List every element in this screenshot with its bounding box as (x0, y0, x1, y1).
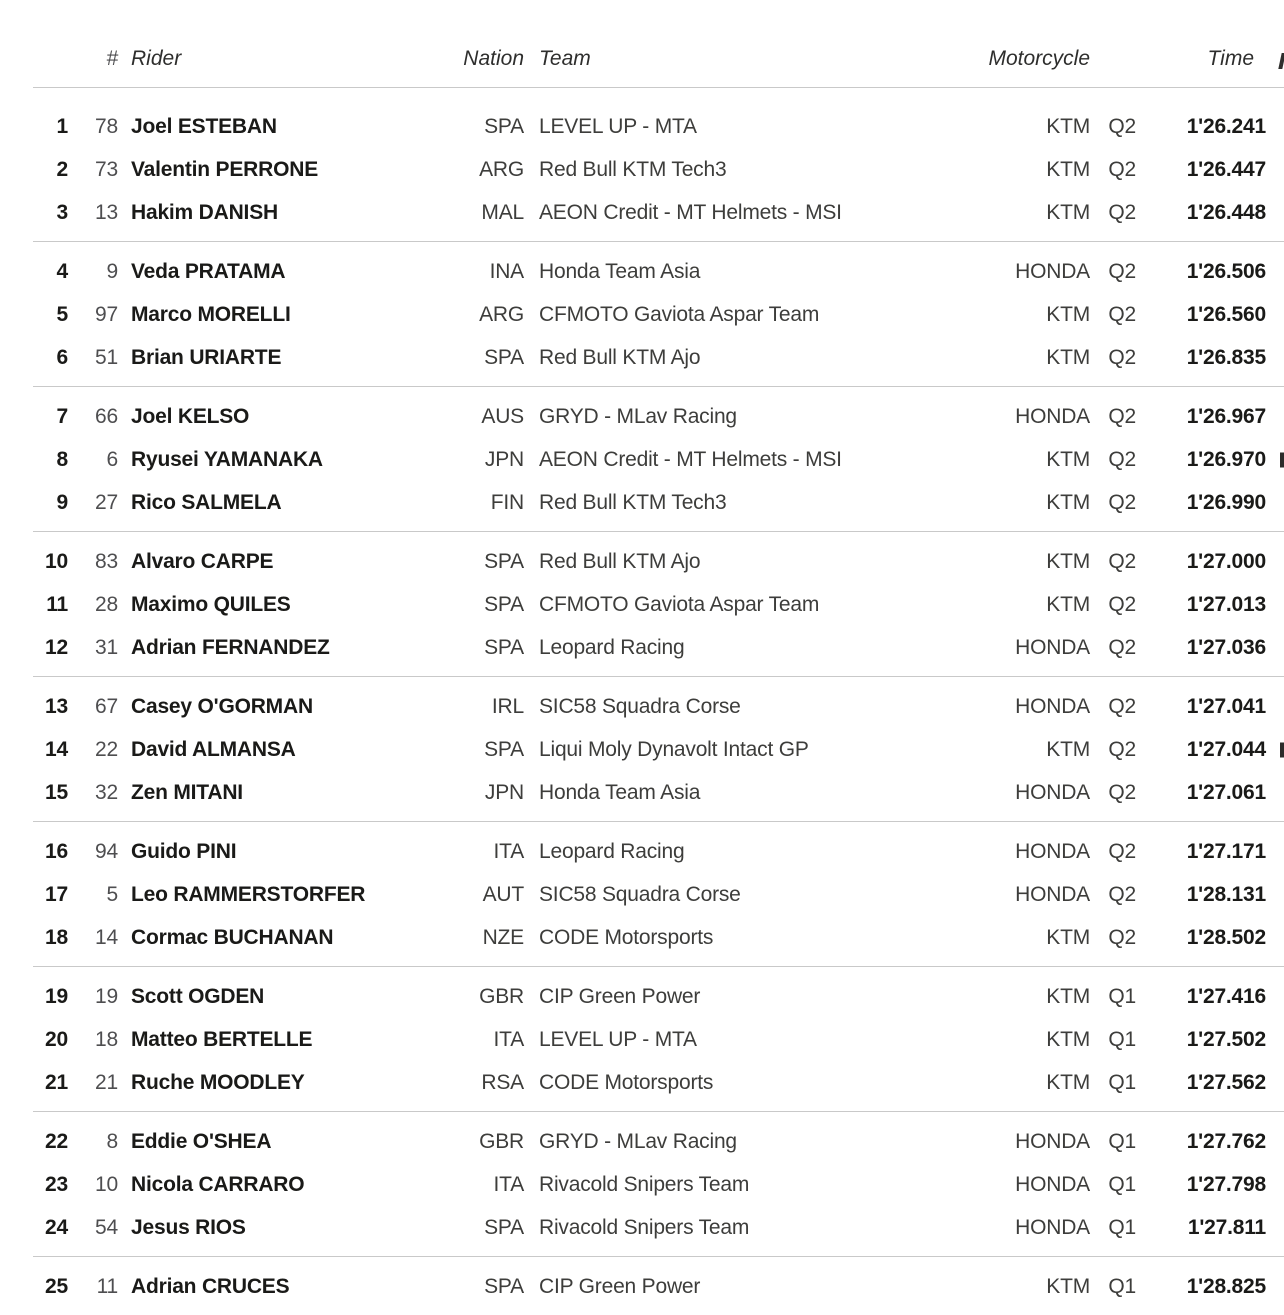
row-group (33, 88, 1284, 242)
header-rider-number: # (106, 47, 118, 70)
result-row[interactable] (33, 438, 1284, 481)
time-cell: 1'27.811 (1187, 1215, 1266, 1239)
session-cell: Q2 (1108, 345, 1136, 369)
rider-name-cell: Nicola CARRARO (131, 1172, 305, 1196)
rider-number-cell: 28 (95, 592, 118, 616)
rider-name-cell: Hakim DANISH (131, 200, 278, 224)
result-row[interactable] (33, 395, 1284, 438)
result-row[interactable] (33, 583, 1284, 626)
team-cell: Honda Team Asia (539, 259, 701, 283)
session-cell: Q1 (1108, 1070, 1136, 1094)
result-row[interactable] (33, 540, 1284, 583)
clipped-column-cell (1280, 481, 1284, 524)
session-cell: Q2 (1108, 737, 1136, 761)
row-group (33, 1257, 1284, 1315)
rider-number-cell: 6 (106, 447, 118, 471)
nation-cell: ITA (493, 1027, 524, 1051)
motorcycle-cell: HONDA (1015, 1129, 1090, 1153)
team-cell: Leopard Racing (539, 635, 685, 659)
rider-name-cell: Joel KELSO (131, 404, 250, 428)
rider-number-cell: 18 (95, 1027, 118, 1051)
motorcycle-cell: KTM (1046, 345, 1090, 369)
clipped-column-cell (1280, 1061, 1284, 1104)
position-cell: 25 (45, 1274, 68, 1298)
rider-number-cell: 21 (95, 1070, 118, 1094)
nation-cell: GBR (479, 1129, 524, 1153)
nation-cell: JPN (484, 780, 524, 804)
time-cell: 1'27.041 (1186, 694, 1266, 718)
team-cell: CODE Motorsports (539, 925, 714, 949)
rider-name-cell: Alvaro CARPE (131, 549, 274, 573)
row-group (33, 677, 1284, 822)
position-cell: 19 (45, 984, 68, 1008)
session-cell: Q2 (1108, 200, 1136, 224)
rider-name-cell: Joel ESTEBAN (131, 114, 277, 138)
position-cell: 24 (45, 1215, 68, 1239)
nation-cell: ITA (493, 1172, 524, 1196)
nation-cell: JPN (484, 447, 524, 471)
session-cell: Q2 (1108, 882, 1136, 906)
rider-number-cell: 51 (95, 345, 118, 369)
team-cell: LEVEL UP - MTA (539, 1027, 697, 1051)
rider-number-cell: 5 (106, 882, 118, 906)
position-cell: 7 (56, 404, 68, 428)
time-cell: 1'27.502 (1186, 1027, 1266, 1051)
motorcycle-cell: KTM (1046, 1027, 1090, 1051)
team-cell: CIP Green Power (539, 1274, 701, 1298)
team-cell: SIC58 Squadra Corse (539, 694, 741, 718)
session-cell: Q2 (1108, 635, 1136, 659)
clipped-column-cell (1280, 438, 1284, 481)
row-group (33, 242, 1284, 387)
clipped-column-cell (1280, 1163, 1284, 1206)
team-cell: LEVEL UP - MTA (539, 114, 697, 138)
time-cell: 1'27.171 (1186, 839, 1266, 863)
nation-cell: GBR (479, 984, 524, 1008)
result-row[interactable] (33, 916, 1284, 959)
rider-name-cell: Casey O'GORMAN (131, 694, 313, 718)
nation-cell: ARG (479, 302, 524, 326)
rider-name-cell: Scott OGDEN (131, 984, 265, 1008)
row-group (33, 1112, 1284, 1257)
rider-number-cell: 97 (95, 302, 118, 326)
result-row[interactable] (33, 975, 1284, 1018)
clipped-header-text-fragment (1278, 53, 1284, 69)
position-cell: 6 (56, 345, 68, 369)
team-cell: CFMOTO Gaviota Aspar Team (539, 302, 820, 326)
rider-number-cell: 66 (95, 404, 118, 428)
position-cell: 1 (56, 114, 68, 138)
clipped-text-fragment (1280, 452, 1284, 467)
rider-number-cell: 78 (95, 114, 118, 138)
nation-cell: SPA (484, 345, 524, 369)
rider-name-cell: Veda PRATAMA (131, 259, 286, 283)
nation-cell: SPA (484, 635, 524, 659)
result-row[interactable] (33, 1120, 1284, 1163)
nation-cell: SPA (484, 549, 524, 573)
clipped-column-cell (1280, 728, 1284, 771)
session-cell: Q2 (1108, 592, 1136, 616)
clipped-column-cell (1280, 1120, 1284, 1163)
row-group (33, 822, 1284, 967)
clipped-column-cell (1280, 395, 1284, 438)
rider-number-cell: 14 (95, 925, 118, 949)
time-cell: 1'27.562 (1186, 1070, 1266, 1094)
session-cell: Q1 (1108, 1215, 1136, 1239)
rider-number-cell: 31 (95, 635, 118, 659)
rider-number-cell: 94 (95, 839, 118, 863)
time-cell: 1'26.970 (1186, 447, 1266, 471)
rider-name-cell: Adrian CRUCES (131, 1274, 290, 1298)
clipped-column-cell (1280, 626, 1284, 669)
team-cell: Honda Team Asia (539, 780, 701, 804)
nation-cell: FIN (490, 490, 524, 514)
rider-name-cell: Leo RAMMERSTORFER (131, 882, 366, 906)
rider-name-cell: Rico SALMELA (131, 490, 282, 514)
rider-name-cell: Matteo BERTELLE (131, 1027, 313, 1051)
result-row[interactable] (33, 685, 1284, 728)
qualifying-results-table (33, 0, 1284, 1315)
result-row[interactable] (33, 626, 1284, 669)
team-cell: Rivacold Snipers Team (539, 1215, 750, 1239)
motorcycle-cell: KTM (1046, 737, 1090, 761)
session-cell: Q2 (1108, 259, 1136, 283)
result-row[interactable] (33, 873, 1284, 916)
result-row[interactable] (33, 148, 1284, 191)
time-cell: 1'28.825 (1186, 1274, 1266, 1298)
session-cell: Q1 (1108, 1027, 1136, 1051)
clipped-column-cell (1280, 1206, 1284, 1249)
clipped-column-cell (1280, 975, 1284, 1018)
position-cell: 22 (45, 1129, 68, 1153)
motorcycle-cell: KTM (1046, 302, 1090, 326)
session-cell: Q1 (1108, 984, 1136, 1008)
team-cell: Red Bull KTM Tech3 (539, 490, 727, 514)
header-team: Team (539, 47, 591, 70)
result-row[interactable] (33, 250, 1284, 293)
nation-cell: SPA (484, 737, 524, 761)
result-row[interactable] (33, 1061, 1284, 1104)
rider-number-cell: 10 (95, 1172, 118, 1196)
result-row[interactable] (33, 1206, 1284, 1249)
clipped-text-fragment (1280, 742, 1284, 757)
nation-cell: AUS (481, 404, 524, 428)
session-cell: Q2 (1108, 694, 1136, 718)
rider-name-cell: Valentin PERRONE (131, 157, 319, 181)
rider-number-cell: 83 (95, 549, 118, 573)
team-cell: Leopard Racing (539, 839, 685, 863)
position-cell: 23 (45, 1172, 68, 1196)
rider-name-cell: David ALMANSA (131, 737, 296, 761)
result-row[interactable] (33, 1018, 1284, 1061)
session-cell: Q2 (1108, 839, 1136, 863)
position-cell: 4 (56, 259, 68, 283)
team-cell: Red Bull KTM Ajo (539, 549, 701, 573)
time-cell: 1'27.061 (1186, 780, 1266, 804)
motorcycle-cell: HONDA (1015, 1172, 1090, 1196)
time-cell: 1'26.448 (1186, 200, 1266, 224)
time-cell: 1'28.131 (1186, 882, 1266, 906)
clipped-column-cell (1280, 873, 1284, 916)
motorcycle-cell: KTM (1046, 549, 1090, 573)
session-cell: Q2 (1108, 157, 1136, 181)
rider-number-cell: 54 (95, 1215, 118, 1239)
nation-cell: RSA (481, 1070, 524, 1094)
time-cell: 1'26.990 (1186, 490, 1266, 514)
clipped-column-cell (1280, 336, 1284, 379)
clipped-column-cell (1280, 583, 1284, 626)
row-group (33, 532, 1284, 677)
position-cell: 17 (45, 882, 68, 906)
session-cell: Q2 (1108, 549, 1136, 573)
time-cell: 1'26.835 (1186, 345, 1266, 369)
team-cell: Liqui Moly Dynavolt Intact GP (539, 737, 809, 761)
time-cell: 1'26.241 (1186, 114, 1266, 138)
result-row[interactable] (33, 1265, 1284, 1308)
table-body (33, 88, 1284, 1315)
rider-number-cell: 73 (95, 157, 118, 181)
header-motorcycle: Motorcycle (988, 47, 1090, 70)
team-cell: Red Bull KTM Tech3 (539, 157, 727, 181)
rider-number-cell: 8 (106, 1129, 118, 1153)
session-cell: Q2 (1108, 114, 1136, 138)
team-cell: SIC58 Squadra Corse (539, 882, 741, 906)
nation-cell: MAL (481, 200, 524, 224)
clipped-column-cell (1280, 916, 1284, 959)
motorcycle-cell: KTM (1046, 1274, 1090, 1298)
time-cell: 1'26.560 (1186, 302, 1266, 326)
header-time: Time (1207, 47, 1254, 70)
motorcycle-cell: HONDA (1015, 635, 1090, 659)
session-cell: Q2 (1108, 302, 1136, 326)
rider-name-cell: Guido PINI (131, 839, 237, 863)
session-cell: Q2 (1108, 447, 1136, 471)
team-cell: CODE Motorsports (539, 1070, 714, 1094)
result-row[interactable] (33, 771, 1284, 814)
position-cell: 8 (56, 447, 68, 471)
position-cell: 20 (45, 1027, 68, 1051)
nation-cell: ARG (479, 157, 524, 181)
motorcycle-cell: HONDA (1015, 882, 1090, 906)
time-cell: 1'27.044 (1186, 737, 1266, 761)
team-cell: CFMOTO Gaviota Aspar Team (539, 592, 820, 616)
time-cell: 1'27.000 (1186, 549, 1266, 573)
result-row[interactable] (33, 105, 1284, 148)
result-row[interactable] (33, 293, 1284, 336)
result-row[interactable] (33, 191, 1284, 234)
team-cell: Rivacold Snipers Team (539, 1172, 750, 1196)
position-cell: 10 (45, 549, 68, 573)
nation-cell: SPA (484, 1215, 524, 1239)
nation-cell: SPA (484, 1274, 524, 1298)
result-row[interactable] (33, 481, 1284, 524)
nation-cell: SPA (484, 114, 524, 138)
rider-number-cell: 67 (95, 694, 118, 718)
session-cell: Q1 (1108, 1129, 1136, 1153)
rider-name-cell: Brian URIARTE (131, 345, 282, 369)
team-cell: CIP Green Power (539, 984, 701, 1008)
rider-name-cell: Cormac BUCHANAN (131, 925, 334, 949)
rider-name-cell: Zen MITANI (131, 780, 243, 804)
result-row[interactable] (33, 1163, 1284, 1206)
position-cell: 9 (56, 490, 68, 514)
time-cell: 1'26.506 (1186, 259, 1266, 283)
result-row[interactable] (33, 336, 1284, 379)
motorcycle-cell: KTM (1046, 447, 1090, 471)
position-cell: 11 (46, 592, 68, 616)
position-cell: 16 (45, 839, 68, 863)
team-cell: AEON Credit - MT Helmets - MSI (539, 200, 842, 224)
rider-number-cell: 13 (95, 200, 118, 224)
motorcycle-cell: HONDA (1015, 1215, 1090, 1239)
rider-number-cell: 32 (95, 780, 118, 804)
session-cell: Q2 (1108, 490, 1136, 514)
result-row[interactable] (33, 830, 1284, 873)
motorcycle-cell: KTM (1046, 984, 1090, 1008)
result-row[interactable] (33, 728, 1284, 771)
motorcycle-cell: HONDA (1015, 839, 1090, 863)
rider-number-cell: 19 (95, 984, 118, 1008)
team-cell: GRYD - MLav Racing (539, 404, 737, 428)
position-cell: 5 (56, 302, 68, 326)
clipped-column-cell (1280, 1265, 1284, 1308)
nation-cell: INA (489, 259, 524, 283)
motorcycle-cell: HONDA (1015, 780, 1090, 804)
rider-name-cell: Ryusei YAMANAKA (131, 447, 323, 471)
rider-name-cell: Maximo QUILES (131, 592, 291, 616)
time-cell: 1'26.447 (1186, 157, 1266, 181)
rider-name-cell: Jesus RIOS (131, 1215, 246, 1239)
position-cell: 15 (45, 780, 68, 804)
session-cell: Q2 (1108, 404, 1136, 428)
header-clipped-column (1280, 44, 1284, 74)
clipped-column-cell (1280, 250, 1284, 293)
rider-name-cell: Eddie O'SHEA (131, 1129, 272, 1153)
clipped-column-cell (1280, 771, 1284, 814)
rider-number-cell: 9 (106, 259, 118, 283)
time-cell: 1'27.798 (1186, 1172, 1266, 1196)
session-cell: Q2 (1108, 780, 1136, 804)
motorcycle-cell: HONDA (1015, 259, 1090, 283)
position-cell: 12 (45, 635, 68, 659)
rider-number-cell: 22 (95, 737, 118, 761)
row-group (33, 387, 1284, 532)
rider-name-cell: Ruche MOODLEY (131, 1070, 305, 1094)
motorcycle-cell: KTM (1046, 1070, 1090, 1094)
time-cell: 1'26.967 (1186, 404, 1266, 428)
session-cell: Q1 (1108, 1274, 1136, 1298)
nation-cell: ITA (493, 839, 524, 863)
team-cell: Red Bull KTM Ajo (539, 345, 701, 369)
motorcycle-cell: KTM (1046, 157, 1090, 181)
time-cell: 1'28.502 (1186, 925, 1266, 949)
position-cell: 2 (56, 157, 68, 181)
header-rider: Rider (131, 47, 182, 70)
motorcycle-cell: KTM (1046, 925, 1090, 949)
time-cell: 1'27.416 (1186, 984, 1266, 1008)
motorcycle-cell: KTM (1046, 490, 1090, 514)
rider-name-cell: Marco MORELLI (131, 302, 291, 326)
session-cell: Q1 (1108, 1172, 1136, 1196)
clipped-column-cell (1280, 191, 1284, 234)
clipped-column-cell (1280, 685, 1284, 728)
table-header-row (33, 0, 1284, 88)
motorcycle-cell: KTM (1046, 114, 1090, 138)
nation-cell: IRL (491, 694, 524, 718)
clipped-column-cell (1280, 293, 1284, 336)
position-cell: 14 (45, 737, 68, 761)
motorcycle-cell: KTM (1046, 592, 1090, 616)
motorcycle-cell: HONDA (1015, 404, 1090, 428)
motorcycle-cell: HONDA (1015, 694, 1090, 718)
time-cell: 1'27.762 (1186, 1129, 1266, 1153)
clipped-column-cell (1280, 148, 1284, 191)
clipped-column-cell (1280, 105, 1284, 148)
team-cell: AEON Credit - MT Helmets - MSI (539, 447, 842, 471)
clipped-column-cell (1280, 1018, 1284, 1061)
row-group (33, 967, 1284, 1112)
motorcycle-cell: KTM (1046, 200, 1090, 224)
nation-cell: AUT (482, 882, 524, 906)
time-cell: 1'27.013 (1186, 592, 1266, 616)
time-cell: 1'27.036 (1186, 635, 1266, 659)
rider-number-cell: 27 (95, 490, 118, 514)
clipped-column-cell (1280, 540, 1284, 583)
clipped-column-cell (1280, 830, 1284, 873)
nation-cell: SPA (484, 592, 524, 616)
position-cell: 3 (56, 200, 68, 224)
position-cell: 21 (45, 1070, 68, 1094)
nation-cell: NZE (482, 925, 524, 949)
position-cell: 13 (45, 694, 68, 718)
team-cell: GRYD - MLav Racing (539, 1129, 737, 1153)
header-nation: Nation (463, 47, 524, 70)
session-cell: Q2 (1108, 925, 1136, 949)
rider-name-cell: Adrian FERNANDEZ (131, 635, 330, 659)
rider-number-cell: 11 (96, 1274, 118, 1298)
position-cell: 18 (45, 925, 68, 949)
